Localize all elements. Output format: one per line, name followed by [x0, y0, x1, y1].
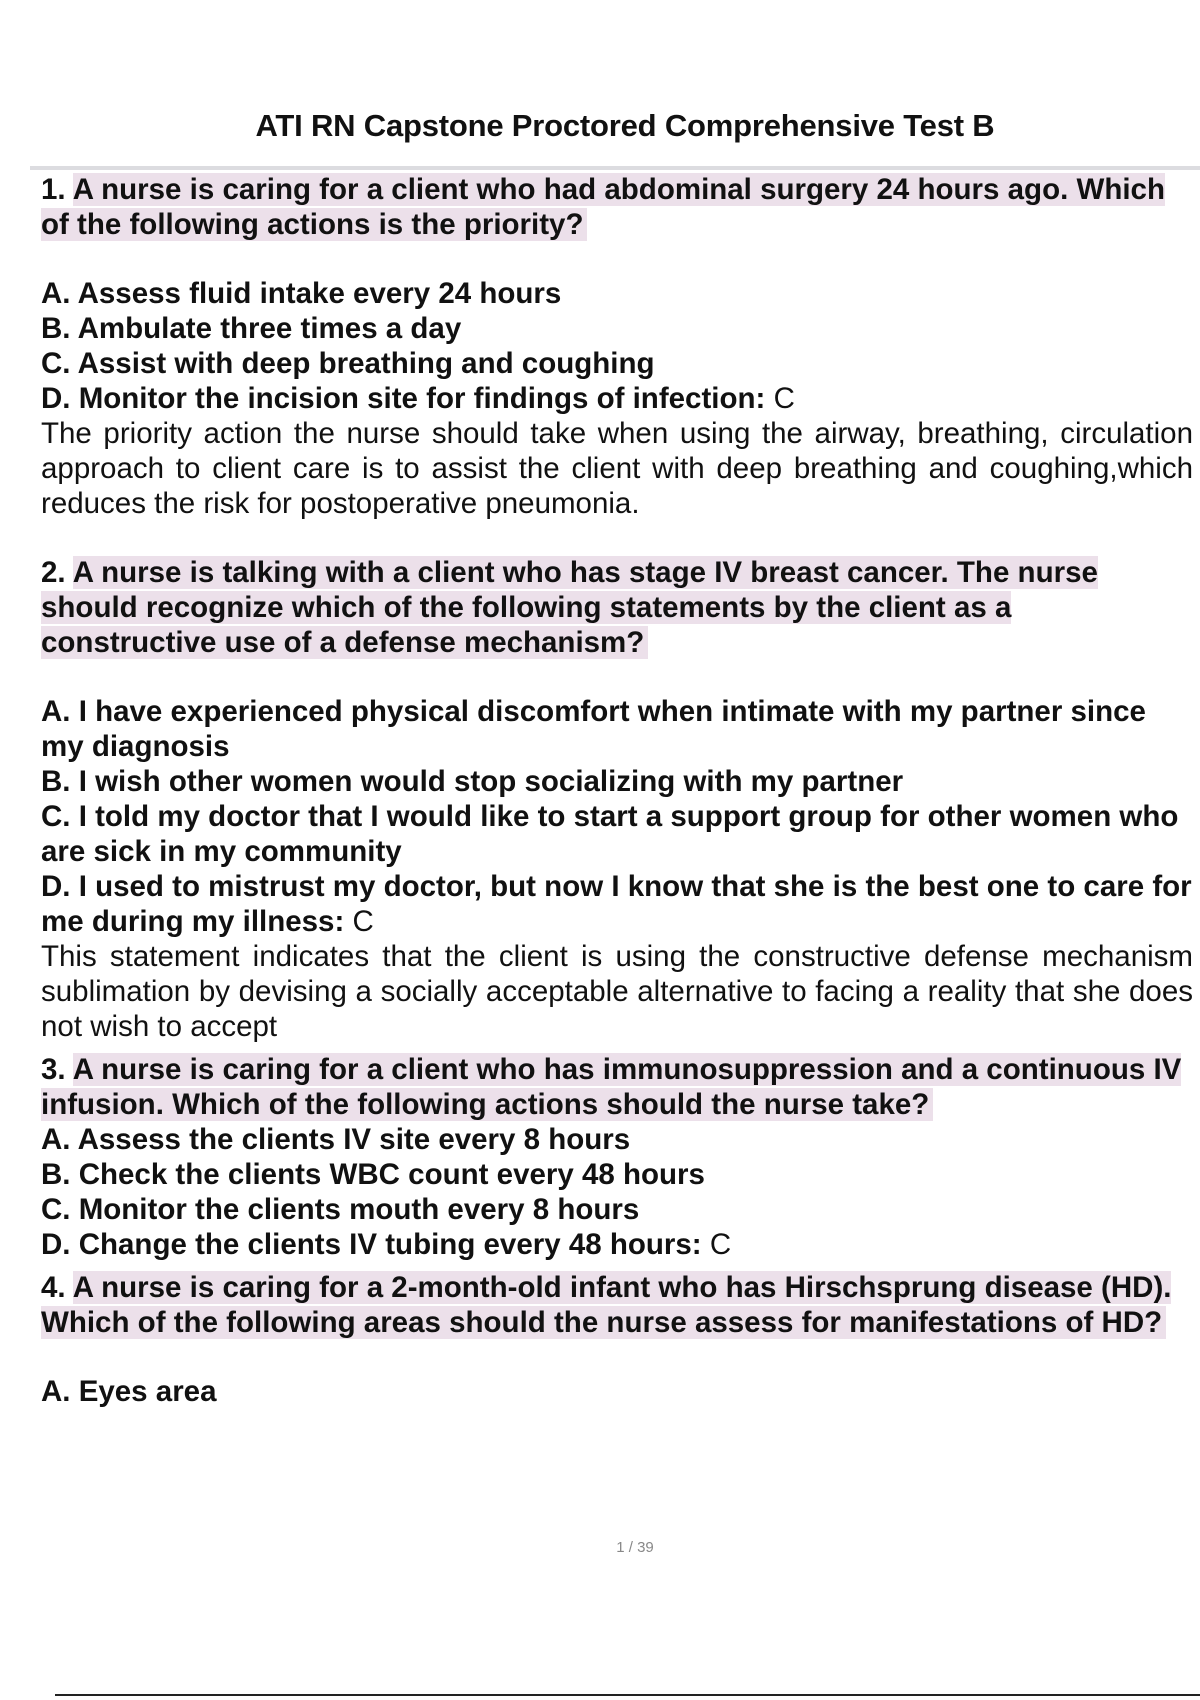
option-with-answer — [41, 1227, 1193, 1262]
question-number: 4. — [41, 1271, 66, 1304]
option: C. I told my doctor that I would like to start a support group for other women who are sick in my community — [41, 800, 1179, 868]
option: A. Assess fluid intake every 24 hours — [41, 277, 562, 310]
question-4 — [41, 1270, 1193, 1340]
answer-key: C — [709, 1228, 732, 1261]
title-divider — [30, 166, 1200, 170]
bottom-divider — [55, 1694, 1200, 1696]
document-title: ATI RN Capstone Proctored Comprehensive Test B — [255, 108, 995, 143]
rationale: The priority action the nurse should take when using the airway, breathing, circulation approach to client care is to assist the client with deep breathing and coughing,which reduces the risk for postoperative pneumonia. — [41, 417, 1193, 520]
option: A. I have experienced physical discomfort when intimate with my partner since my diagnosis — [41, 695, 1146, 763]
option-text: D. Change the clients IV tubing every 48 hours: — [41, 1228, 702, 1261]
option-text: D. Monitor the incision site for findings of infection: — [41, 382, 766, 415]
question-number: 2. — [41, 556, 66, 589]
question-3 — [41, 1052, 1193, 1122]
question-stem: A nurse is caring for a client who has immunosuppression and a continuous IV infusion. Which of the following actions should the nurse take? — [41, 1053, 1182, 1121]
option: B. Ambulate three times a day — [41, 312, 462, 345]
question-stem: A nurse is caring for a client who had abdominal surgery 24 hours ago. Which of the following actions is the priority? — [41, 173, 1165, 241]
option-with-answer — [41, 869, 1193, 939]
question-number: 3. — [41, 1053, 66, 1086]
option: C. Assist with deep breathing and coughing — [41, 347, 655, 380]
answer-key: C — [773, 382, 795, 415]
option: A. Assess the clients IV site every 8 hours — [41, 1123, 631, 1156]
answer-key: C — [352, 905, 374, 938]
question-2 — [41, 555, 1193, 660]
question-1 — [41, 172, 1193, 242]
option: B. Check the clients WBC count every 48 hours — [41, 1158, 705, 1191]
option-text: D. I used to mistrust my doctor, but now I know that she is the best one to care for me during my illness: — [41, 870, 1192, 938]
page-number: 1 / 39 — [616, 1539, 654, 1556]
question-number: 1. — [41, 173, 66, 206]
question-stem: A nurse is caring for a 2-month-old infant who has Hirschsprung disease (HD). Which of the following areas should the nurse assess for manifestations of HD? — [41, 1271, 1172, 1339]
option: C. Monitor the clients mouth every 8 hours — [41, 1193, 640, 1226]
option: B. I wish other women would stop socializing with my partner — [41, 765, 904, 798]
option-with-answer — [41, 381, 1193, 416]
document-body — [41, 172, 1193, 1409]
option: A. Eyes area — [41, 1375, 217, 1408]
question-stem: A nurse is talking with a client who has stage IV breast cancer. The nurse should recognize which of the following statements by the client as a constructive use of a defense mechanism? — [41, 556, 1098, 659]
rationale: This statement indicates that the client is using the constructive defense mechanism sublimation by devising a socially acceptable alternative to facing a reality that she does not wish to accept — [41, 940, 1193, 1043]
